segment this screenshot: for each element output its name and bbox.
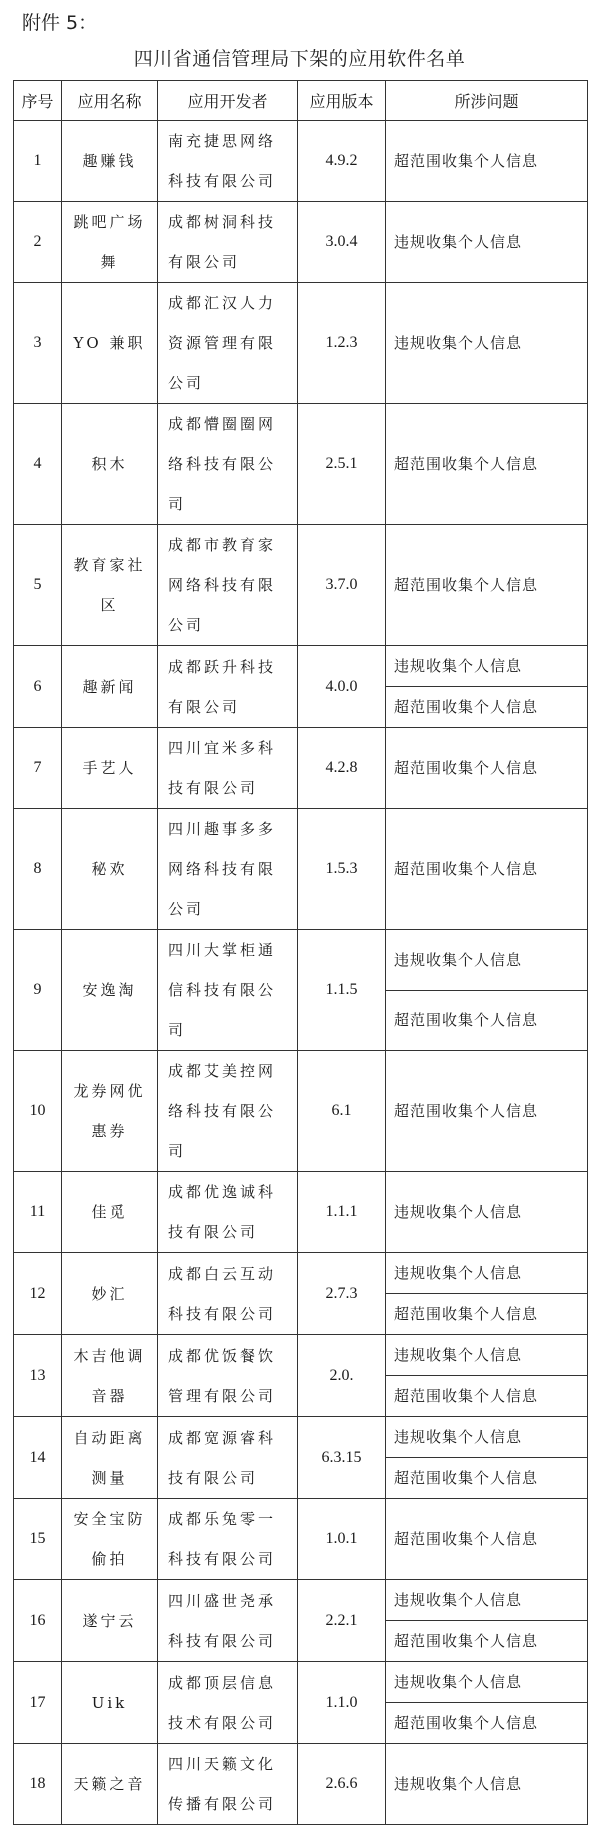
cell-app-name: 积木 [62, 404, 158, 525]
header-issue: 所涉问题 [386, 81, 588, 121]
cell-version: 1.1.1 [298, 1172, 386, 1253]
cell-version: 1.2.3 [298, 283, 386, 404]
cell-developer: 成都乐兔零一科技有限公司 [158, 1499, 298, 1580]
header-version: 应用版本 [298, 81, 386, 121]
cell-developer: 成都宽源睿科技有限公司 [158, 1417, 298, 1499]
cell-issue: 违规收集个人信息 [386, 1253, 588, 1294]
cell-version: 1.5.3 [298, 809, 386, 930]
header-app-name: 应用名称 [62, 81, 158, 121]
cell-developer: 四川宜米多科技有限公司 [158, 728, 298, 809]
cell-version: 2.2.1 [298, 1580, 386, 1662]
cell-issue: 违规收集个人信息 [386, 1744, 588, 1825]
cell-app-name: 安逸淘 [62, 930, 158, 1051]
cell-developer: 成都跃升科技有限公司 [158, 646, 298, 728]
cell-issue: 超范围收集个人信息 [386, 1051, 588, 1172]
cell-issue: 超范围收集个人信息 [386, 728, 588, 809]
table-row [14, 1172, 588, 1253]
cell-developer: 四川天籁文化传播有限公司 [158, 1744, 298, 1825]
cell-version: 1.1.0 [298, 1662, 386, 1744]
table-row [14, 1662, 588, 1703]
header-no: 序号 [14, 81, 62, 121]
cell-developer: 成都汇汉人力资源管理有限公司 [158, 283, 298, 404]
cell-no: 12 [14, 1253, 62, 1335]
table-row [14, 525, 588, 646]
table-row [14, 930, 588, 991]
cell-no: 17 [14, 1662, 62, 1744]
cell-developer: 四川大掌柜通信科技有限公司 [158, 930, 298, 1051]
cell-issue: 超范围收集个人信息 [386, 990, 588, 1051]
cell-no: 3 [14, 283, 62, 404]
cell-issue: 违规收集个人信息 [386, 1662, 588, 1703]
cell-app-name: 遂宁云 [62, 1580, 158, 1662]
cell-app-name: 自动距离测量 [62, 1417, 158, 1499]
table-row [14, 404, 588, 525]
cell-no: 2 [14, 202, 62, 283]
cell-no: 6 [14, 646, 62, 728]
cell-no: 13 [14, 1335, 62, 1417]
cell-issue: 超范围收集个人信息 [386, 404, 588, 525]
table-row [14, 809, 588, 930]
cell-developer: 成都树洞科技有限公司 [158, 202, 298, 283]
cell-developer: 成都市教育家网络科技有限公司 [158, 525, 298, 646]
cell-app-name: 木吉他调音器 [62, 1335, 158, 1417]
cell-no: 18 [14, 1744, 62, 1825]
cell-app-name: 手艺人 [62, 728, 158, 809]
cell-no: 9 [14, 930, 62, 1051]
cell-version: 3.7.0 [298, 525, 386, 646]
table-row [14, 1253, 588, 1294]
cell-no: 5 [14, 525, 62, 646]
cell-issue: 违规收集个人信息 [386, 1417, 588, 1458]
cell-issue: 违规收集个人信息 [386, 1172, 588, 1253]
cell-no: 16 [14, 1580, 62, 1662]
cell-issue: 违规收集个人信息 [386, 646, 588, 687]
table-body [14, 121, 588, 1825]
cell-issue: 超范围收集个人信息 [386, 1376, 588, 1417]
cell-version: 1.0.1 [298, 1499, 386, 1580]
cell-version: 3.0.4 [298, 202, 386, 283]
table-row [14, 728, 588, 809]
cell-app-name: 妙汇 [62, 1253, 158, 1335]
table-row [14, 1499, 588, 1580]
cell-developer: 四川趣事多多网络科技有限公司 [158, 809, 298, 930]
cell-issue: 超范围收集个人信息 [386, 1294, 588, 1335]
cell-app-name: 教育家社区 [62, 525, 158, 646]
cell-developer: 成都优逸诚科技有限公司 [158, 1172, 298, 1253]
cell-version: 4.0.0 [298, 646, 386, 728]
attachment-label: 附件 5： [22, 12, 98, 34]
cell-app-name: 跳吧广场舞 [62, 202, 158, 283]
table-row [14, 1580, 588, 1621]
cell-app-name: 天籁之音 [62, 1744, 158, 1825]
cell-app-name: Uik [62, 1662, 158, 1744]
cell-no: 14 [14, 1417, 62, 1499]
header-developer: 应用开发者 [158, 81, 298, 121]
cell-version: 2.5.1 [298, 404, 386, 525]
table-row [14, 1051, 588, 1172]
cell-app-name: 趣赚钱 [62, 121, 158, 202]
cell-app-name: 佳觅 [62, 1172, 158, 1253]
table-row [14, 646, 588, 687]
table-row [14, 202, 588, 283]
table-row [14, 121, 588, 202]
cell-issue: 超范围收集个人信息 [386, 1499, 588, 1580]
cell-no: 8 [14, 809, 62, 930]
cell-app-name: 秘欢 [62, 809, 158, 930]
table-row [14, 1744, 588, 1825]
cell-developer: 成都懵圈圈网络科技有限公司 [158, 404, 298, 525]
document-title: 四川省通信管理局下架的应用软件名单 [133, 48, 466, 70]
cell-issue: 超范围收集个人信息 [386, 525, 588, 646]
cell-developer: 成都白云互动科技有限公司 [158, 1253, 298, 1335]
cell-no: 1 [14, 121, 62, 202]
cell-developer: 成都优饭餐饮管理有限公司 [158, 1335, 298, 1417]
cell-issue: 违规收集个人信息 [386, 283, 588, 404]
cell-issue: 违规收集个人信息 [386, 202, 588, 283]
cell-issue: 超范围收集个人信息 [386, 1458, 588, 1499]
cell-app-name: 安全宝防偷拍 [62, 1499, 158, 1580]
cell-no: 7 [14, 728, 62, 809]
cell-developer: 成都顶层信息技术有限公司 [158, 1662, 298, 1744]
cell-version: 6.3.15 [298, 1417, 386, 1499]
cell-app-name: 趣新闻 [62, 646, 158, 728]
cell-app-name: YO 兼职 [62, 283, 158, 404]
cell-no: 11 [14, 1172, 62, 1253]
cell-version: 2.6.6 [298, 1744, 386, 1825]
cell-version: 2.7.3 [298, 1253, 386, 1335]
cell-issue: 超范围收集个人信息 [386, 1703, 588, 1744]
cell-developer: 成都艾美控网络科技有限公司 [158, 1051, 298, 1172]
cell-issue: 超范围收集个人信息 [386, 1621, 588, 1662]
cell-issue: 超范围收集个人信息 [386, 687, 588, 728]
cell-issue: 违规收集个人信息 [386, 930, 588, 991]
cell-app-name: 龙券网优惠券 [62, 1051, 158, 1172]
table-row [14, 1417, 588, 1458]
cell-no: 15 [14, 1499, 62, 1580]
cell-issue: 违规收集个人信息 [386, 1335, 588, 1376]
cell-developer: 四川盛世尧承科技有限公司 [158, 1580, 298, 1662]
cell-version: 1.1.5 [298, 930, 386, 1051]
cell-issue: 超范围收集个人信息 [386, 809, 588, 930]
app-list-table [13, 80, 588, 1825]
cell-version: 4.9.2 [298, 121, 386, 202]
cell-version: 4.2.8 [298, 728, 386, 809]
cell-no: 10 [14, 1051, 62, 1172]
table-row [14, 283, 588, 404]
cell-version: 2.0. [298, 1335, 386, 1417]
cell-issue: 超范围收集个人信息 [386, 121, 588, 202]
table-header-row [14, 81, 588, 121]
table-row [14, 1335, 588, 1376]
cell-developer: 南充捷思网络科技有限公司 [158, 121, 298, 202]
cell-version: 6.1 [298, 1051, 386, 1172]
cell-issue: 违规收集个人信息 [386, 1580, 588, 1621]
cell-no: 4 [14, 404, 62, 525]
